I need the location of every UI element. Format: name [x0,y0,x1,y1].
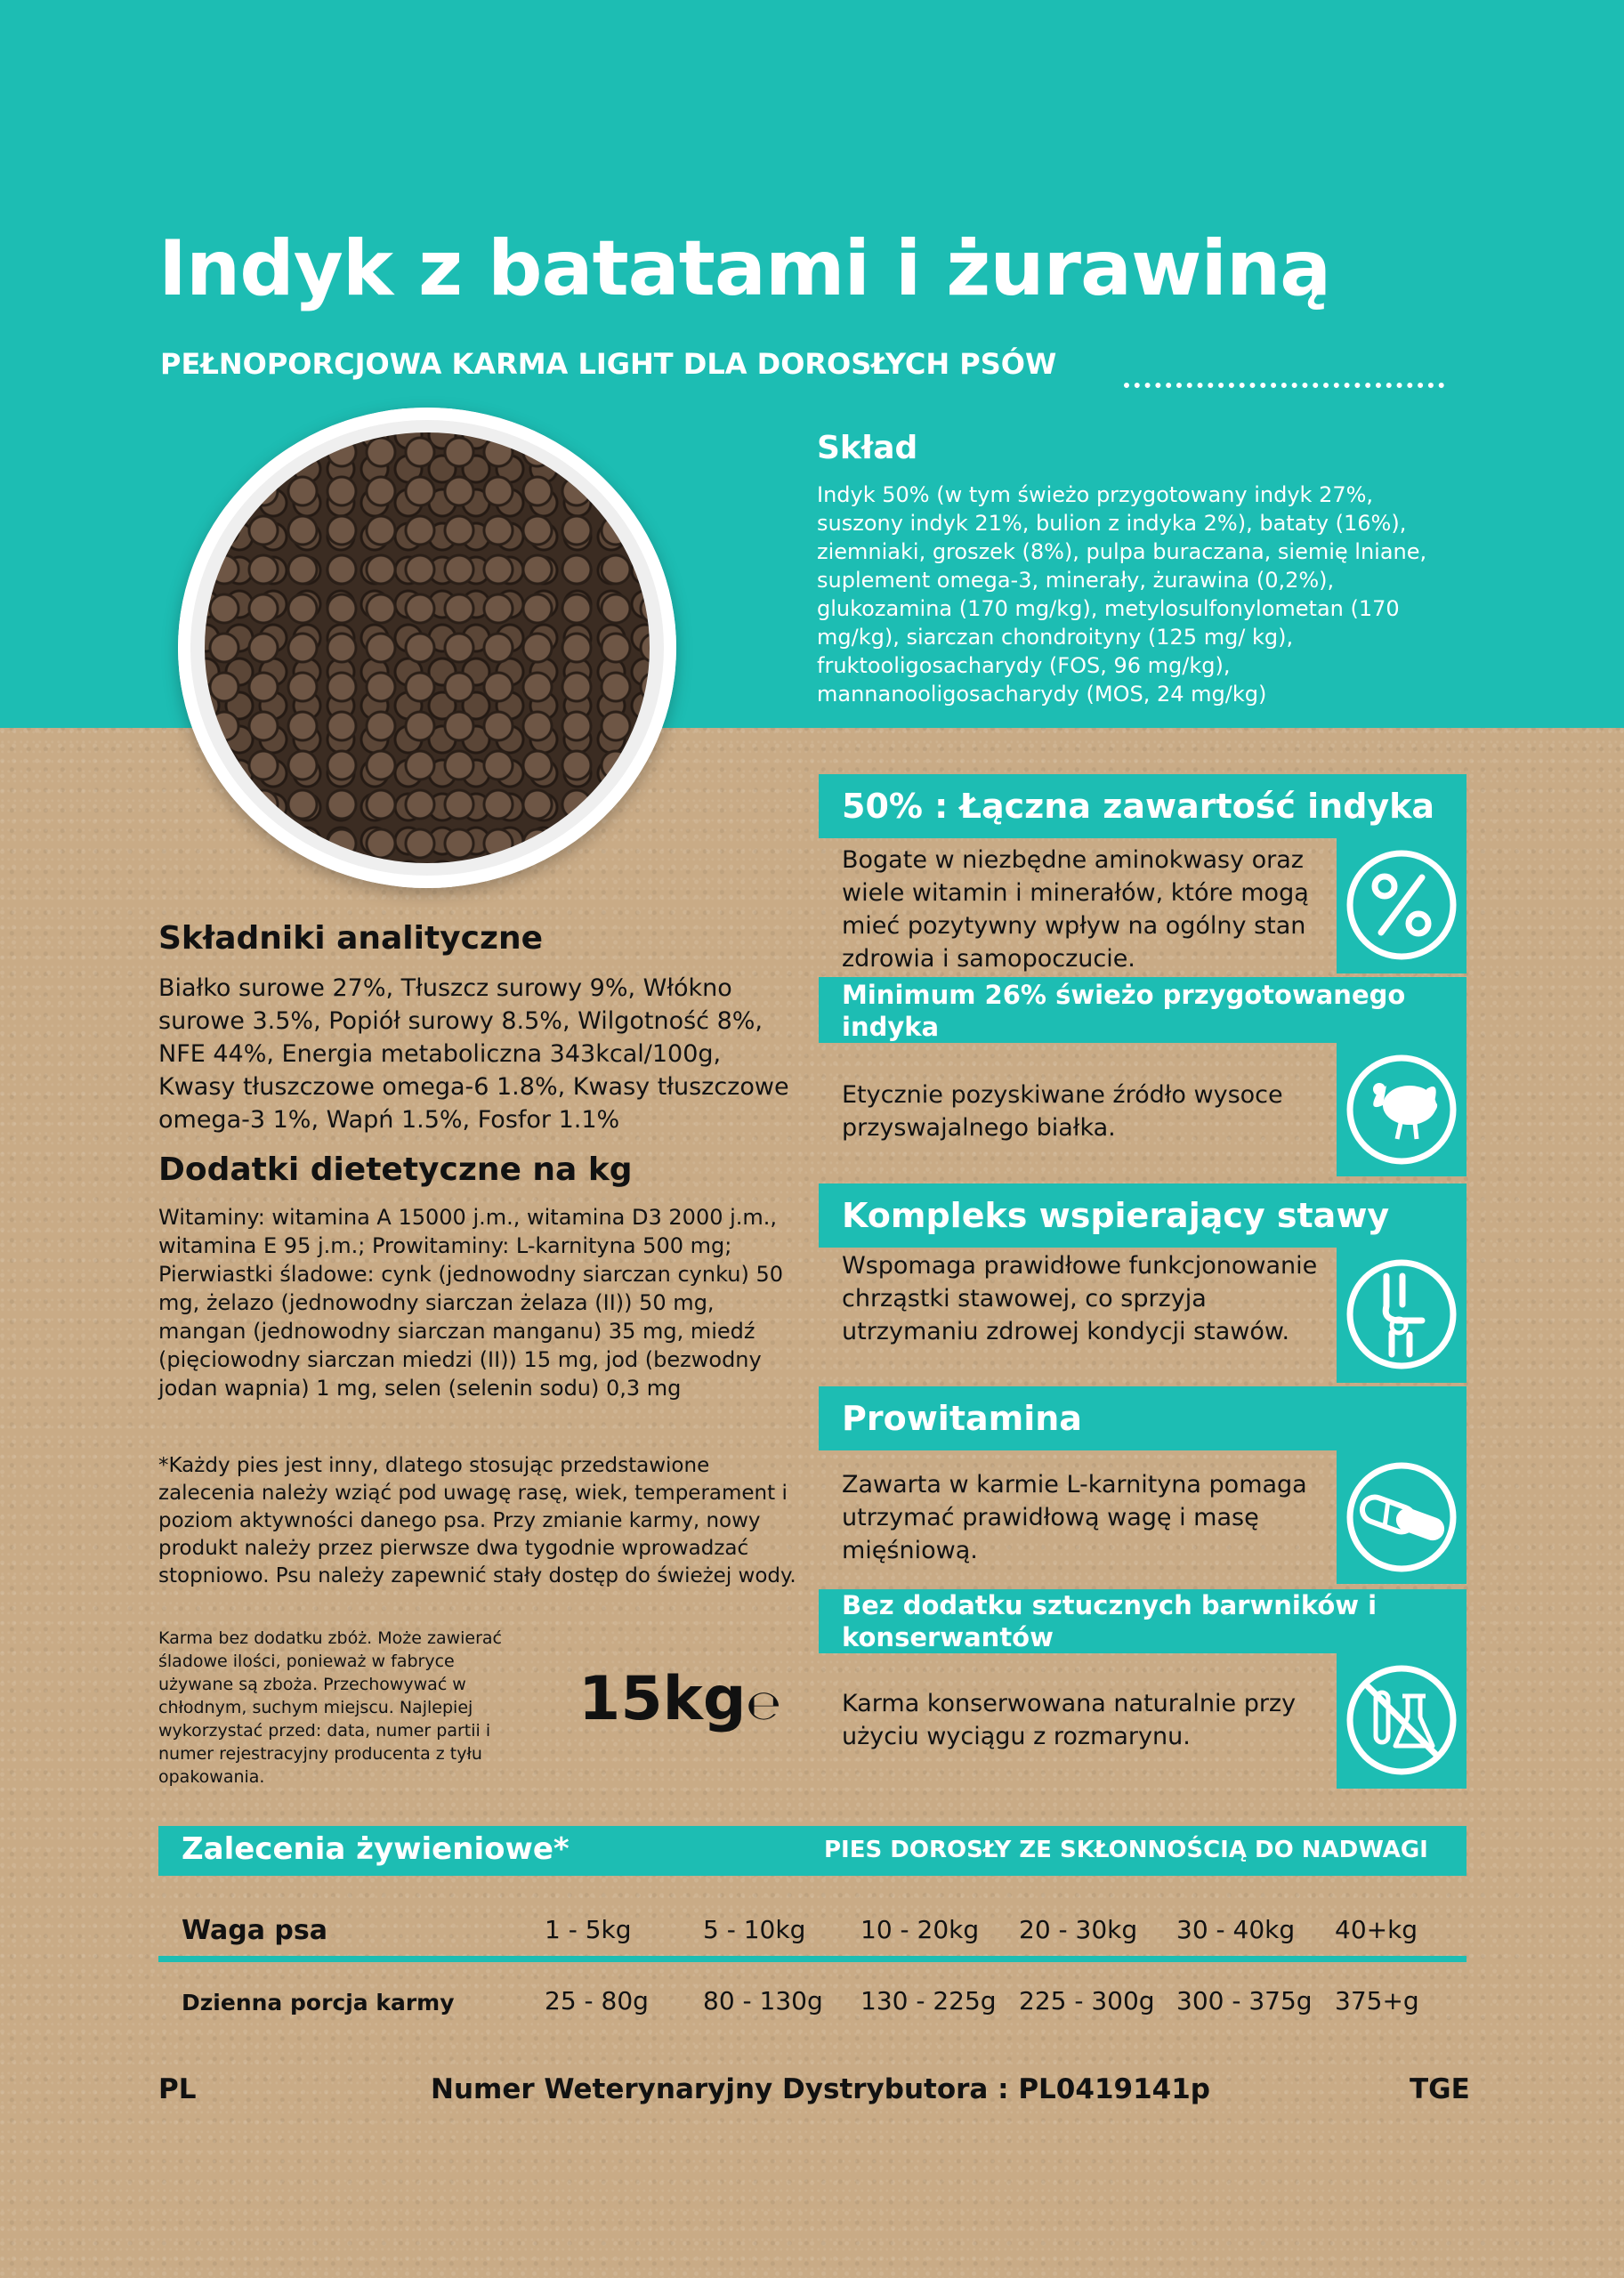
net-weight-value: 15kg [578,1664,747,1734]
joint-icon [1342,1255,1461,1374]
feature-4-text: Zawarta w karmie L-karnityna pomaga utrzymać prawidłową wagę i masę mięśniową. [842,1471,1307,1564]
feature-4-title: Prowitamina [819,1386,1466,1450]
composition-text: Indyk 50% (w tym świeżo przygotowany indyk 27%, suszony indyk 21%, bulion z indyka 2%), bataty (16%), ziemniaki, groszek (8%), pulpa buraczana, siemię lniane, suplement omega-3, minerały, żurawina (0,2%), glukozamina (170 mg/kg), metylosulfonylometan (170 mg/kg), siarczan chondroityny (125 mg/ kg), fruktooligosacharydy (FOS, 96 mg/kg), mannanooligosacharydy (MOS, 24 mg/kg) [817,482,1427,707]
portion-cell: 375+g [1335,1986,1419,2015]
kibble-bowl-image [178,408,676,888]
product-subtitle: PEŁNOPORCJOWA KARMA LIGHT DLA DOROSŁYCH PSÓW [160,347,1057,381]
product-title: Indyk z batatami i żurawiną [158,224,1331,313]
dotted-rule [1124,383,1444,388]
feature-1-text: Bogate w niezbędne aminokwasy oraz wiele witamin i minerałów, które mogą mieć pozytywny wpływ na ogólny stan zdrowia i samopoczucie. [842,846,1309,973]
weight-cell: 10 - 20kg [860,1915,980,1944]
net-weight [578,1664,781,1734]
portion-cell: 25 - 80g [545,1986,649,2015]
additives-text: Witaminy: witamina A 15000 j.m., witamina D3 2000 j.m., witamina E 95 j.m.; Prowitaminy: L-karnityna 500 mg; Pierwiastki śladowe: cynk (jednowodny siarczan cynku) 50 mg, żelazo (jednowodny siarczan żelaza (II)) 50 mg, mangan (jednowodny siarczan manganu) 35 mg, miedź (pięciowodny siarczan miedzi (II)) 15 mg, jod (bezwodny jodan wapnia) 1 mg, selen (selenin sodu) 0,3 mg [158,1205,783,1401]
composition-heading: Skład [817,430,918,466]
analytical-heading: Składniki analityczne [158,920,543,957]
feature-3-title: Kompleks wspierający stawy [819,1183,1466,1248]
no-chemicals-icon [1342,1660,1461,1780]
footer-code: TGE [1410,2073,1470,2105]
footer-language: PL [158,2073,197,2105]
estimated-mark: ℮ [746,1681,781,1729]
kibble [205,432,650,863]
feeding-category: PIES DOROSŁY ZE SKŁONNOŚCIĄ DO NADWAGI [824,1837,1428,1863]
feature-5-title: Bez dodatku sztucznych barwników i konserwantów [819,1589,1466,1653]
footer-vet-number: Numer Weterynaryjny Dystrybutora : PL0419141p [431,2073,1210,2105]
portion-row-label: Dzienna porcja karmy [182,1990,455,2015]
weight-cell: 30 - 40kg [1176,1915,1296,1944]
feature-5-text: Karma konserwowana naturalnie przy użyciu wyciągu z rozmarynu. [842,1690,1297,1750]
portion-cell: 225 - 300g [1019,1986,1155,2015]
weight-cell: 40+kg [1335,1915,1418,1944]
portion-cell: 300 - 375g [1176,1986,1313,2015]
weight-cell: 1 - 5kg [545,1915,632,1944]
feature-2-title: Minimum 26% świeżo przygotowanego indyka [819,977,1466,1043]
storage-small-print: Karma bez dodatku zbóż. Może zawierać śladowe ilości, ponieważ w fabryce używane są zboża. Przechowywać w chłodnym, suchym miejscu. Najlepiej wykorzystać przed: data, numer partii i numer rejestracyjny producenta z tyłu opakowania. [158,1628,502,1787]
portion-cell: 130 - 225g [860,1986,997,2015]
percent-icon [1342,845,1461,965]
weight-cell: 5 - 10kg [703,1915,806,1944]
capsule-icon [1342,1458,1461,1577]
turkey-icon [1342,1050,1461,1169]
weight-cell: 20 - 30kg [1019,1915,1138,1944]
feeding-title: Zalecenia żywieniowe* [182,1831,570,1867]
additives-heading: Dodatki dietetyczne na kg [158,1151,633,1188]
feeding-note: *Każdy pies jest inny, dlatego stosując przedstawione zalecenia należy wziąć pod uwagę rasę, wiek, temperament i poziom aktywności danego psa. Przy zmianie karmy, nowy produkt należy przez pierwsze dwa tygodnie wprowadzać stopniowo. Psu należy zapewnić stały dostęp do świeżej wody. [158,1454,796,1587]
table-divider [158,1956,1466,1962]
feature-2-text: Etycznie pozyskiwane źródło wysoce przyswajalnego białka. [842,1081,1283,1142]
portion-cell: 80 - 130g [703,1986,823,2015]
analytical-text: Białko surowe 27%, Tłuszcz surowy 9%, Włókno surowe 3.5%, Popiół surowy 8.5%, Wilgotność 8%, NFE 44%, Energia metaboliczna 343kcal/100g, Kwasy tłuszczowe omega-6 1.8%, Kwasy tłuszczowe omega-3 1%, Wapń 1.5%, Fosfor 1.1% [158,974,789,1134]
feature-3-text: Wspomaga prawidłowe funkcjonowanie chrząstki stawowej, co sprzyja utrzymaniu zdrowej kondycji stawów. [842,1252,1318,1345]
weight-row-label: Waga psa [182,1915,328,1946]
feature-1-title: 50% : Łączna zawartość indyka [819,774,1466,838]
